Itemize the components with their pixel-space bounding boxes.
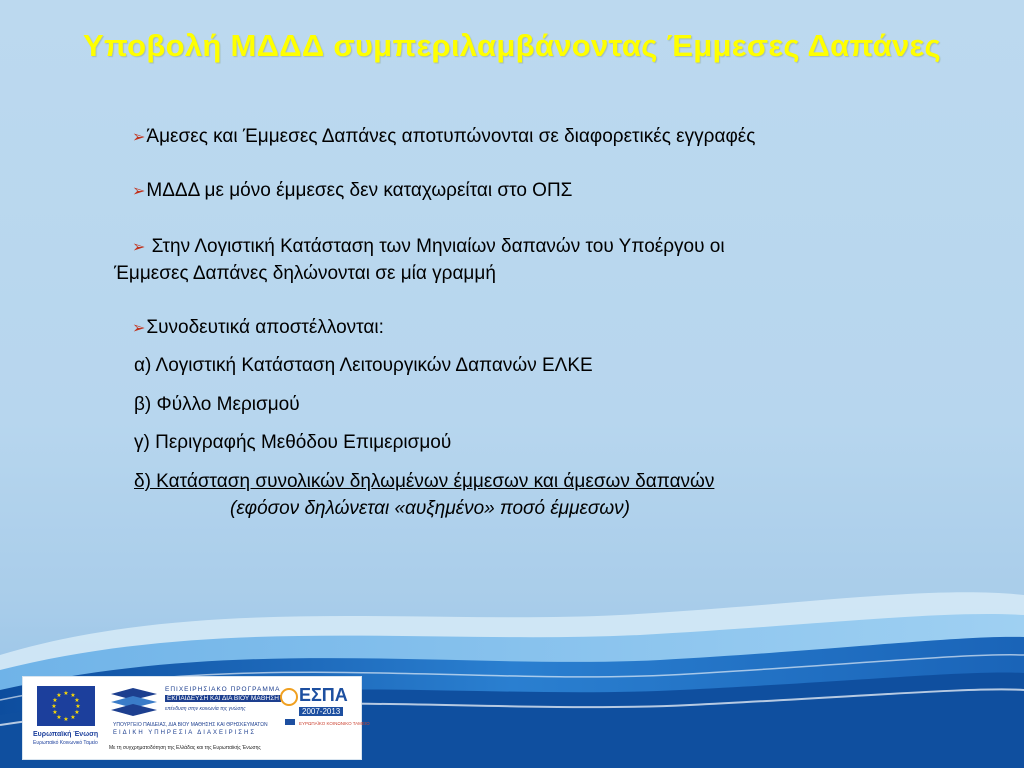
bullet-text: ΜΔΔΔ με μόνο έμμεσες δεν καταχωρείται στο ΟΠΣ [146,180,573,201]
sub-item-note: (εφόσον δηλώνεται «αυξημένο» ποσό έμμεσων) [230,498,630,519]
svg-text:★: ★ [75,703,81,710]
bullet-item [132,124,755,151]
espa-years: 2007-2013 [299,707,343,716]
svg-text:★: ★ [52,709,58,716]
svg-text:★: ★ [74,709,80,716]
bullet-text: Συνοδευτικά αποστέλλονται: [146,317,384,338]
slide-title: Υποβολή ΜΔΔΔ συμπεριλαμβάνοντας Έμμεσες Δαπάνες [83,28,941,63]
bullet-item [132,178,572,205]
program-line2: ΕΚΠΑΙΔΕΥΣΗ ΚΑΙ ΔΙΑ ΒΙΟΥ ΜΑΘΗΣΗ [167,695,279,702]
sub-item: β) Φύλλο Μερισμού [134,394,300,415]
arrow-bullet-icon: ➢ [132,129,146,146]
bullet-text-continuation: Έμμεσες Δαπάνες δηλώνονται σε μία γραμμή [114,263,496,284]
svg-text:★: ★ [56,714,62,721]
sponsor-logos [22,676,370,760]
eu-fund: Ευρωπαϊκό Κοινωνικό Ταμείο [33,740,98,746]
eu-flag-icon [37,686,95,726]
arrow-bullet-icon: ➢ [132,320,146,337]
svg-text:★: ★ [70,714,76,721]
svg-text:★: ★ [63,716,69,723]
svg-text:★: ★ [56,692,62,699]
svg-text:★: ★ [51,703,57,710]
espa-label: ΕΣΠΑ [299,685,348,705]
education-program-logo-icon [109,686,159,718]
bullet-item [132,315,384,342]
program-line1: ΕΠΙΧΕΙΡΗΣΙΑΚΟ ΠΡΟΓΡΑΜΜΑ [165,686,281,693]
sub-item: δ) Κατάσταση συνολικών δηλωμένων έμμεσων και άμεσων δαπανών [134,471,715,492]
bullet-item [114,234,874,287]
espa-fund: ΕΥΡΩΠΑΪΚΟ ΚΟΙΝΩΝΙΚΟ ΤΑΜΕΙΟ [299,721,370,726]
arrow-bullet-icon: ➢ [132,239,146,256]
program-motto: επένδυση στην κοινωνία της γνώσης [165,706,246,712]
agency-name: ΕΙΔΙΚΗ ΥΠΗΡΕΣΙΑ ΔΙΑΧΕΙΡΙΣΗΣ [113,730,257,736]
sub-item: γ) Περιγραφής Μεθόδου Επιμερισμού [134,432,452,453]
bullet-text: Στην Λογιστική Κατάσταση των Μηνιαίων δαπανών του Υποέργου οι [146,236,725,257]
svg-text:★: ★ [70,692,76,699]
eu-name: Ευρωπαϊκή Ένωση [33,731,99,738]
sub-item: α) Λογιστική Κατάσταση Λειτουργικών Δαπανών ΕΛΚΕ [134,355,593,376]
cofinance-note: Με τη συγχρηματοδότηση της Ελλάδας και της Ευρωπαϊκής Ένωσης [109,745,261,751]
arrow-bullet-icon: ➢ [132,183,146,200]
bullet-text: Άμεσες και Έμμεσες Δαπάνες αποτυπώνονται σε διαφορετικές εγγραφές [146,126,756,147]
svg-text:★: ★ [52,697,58,704]
svg-text:★: ★ [63,690,69,697]
svg-text:★: ★ [74,697,80,704]
ministry-name: ΥΠΟΥΡΓΕΙΟ ΠΑΙΔΕΙΑΣ, ΔΙΑ ΒΙΟΥ ΜΑΘΗΣΗΣ ΚΑΙ ΘΡΗΣΚΕΥΜΑΤΩΝ [113,722,268,728]
